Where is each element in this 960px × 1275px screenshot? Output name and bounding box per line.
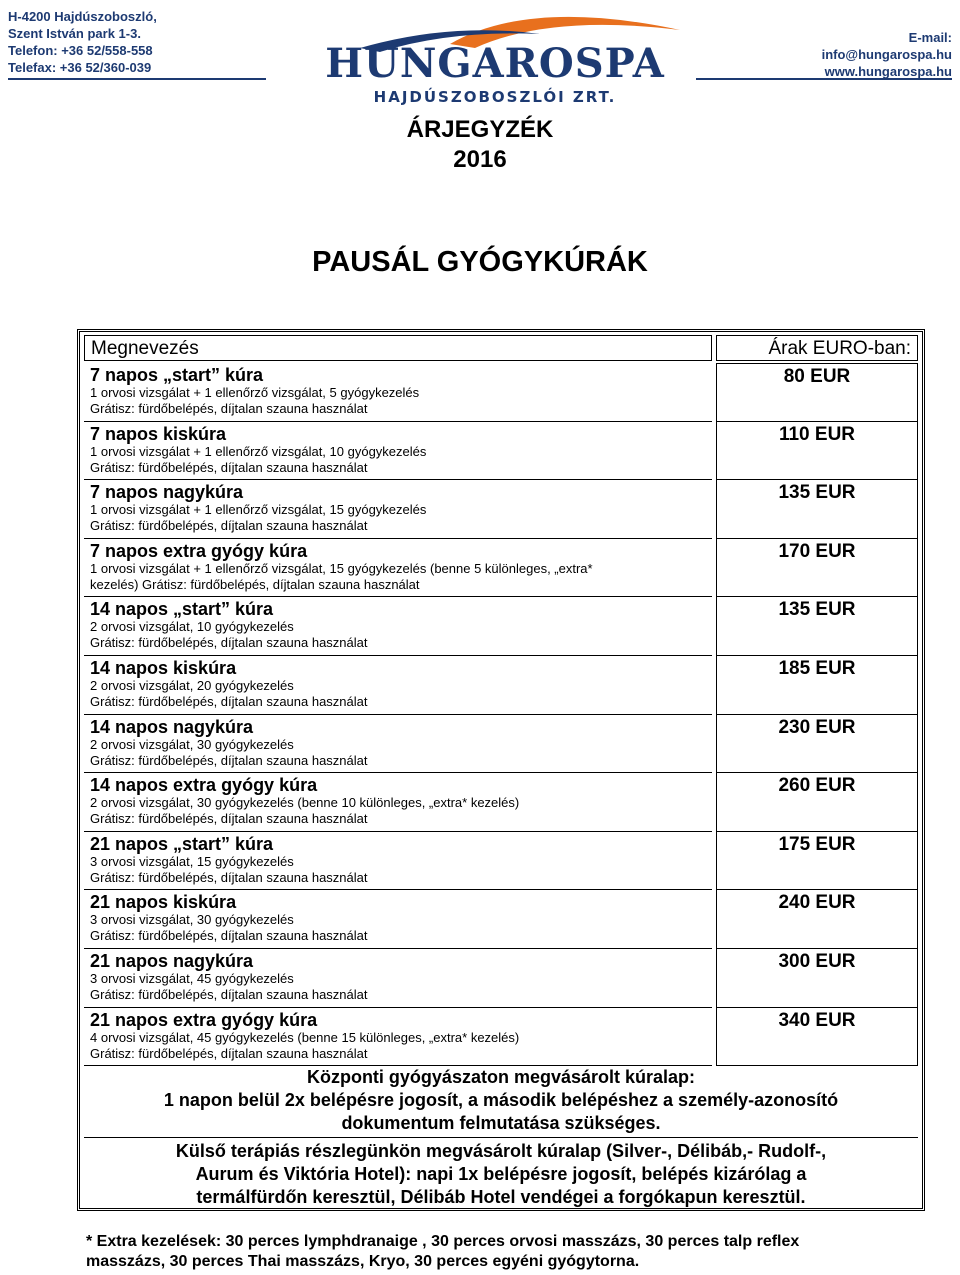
column-header-name: Megnevezés — [84, 335, 712, 361]
logo-wordmark — [300, 42, 690, 86]
treatment-extras: Grátisz: fürdőbelépés, díjtalan szauna használat — [90, 459, 368, 475]
table-row — [84, 480, 918, 539]
row-name-cell — [90, 1010, 710, 1062]
treatment-description: 1 orvosi vizsgálat + 1 ellenőrző vizsgálat, 15 gyógykezelés — [90, 502, 427, 518]
table-row — [84, 773, 918, 832]
treatment-price: 260 EUR — [716, 773, 918, 832]
row-name-cell — [90, 775, 710, 827]
row-name-cell — [90, 482, 710, 534]
row-name-cell — [90, 892, 710, 944]
treatment-price: 300 EUR — [716, 949, 918, 1008]
row-name-cell — [90, 717, 710, 769]
treatment-price: 135 EUR — [716, 480, 918, 539]
price-table — [77, 329, 925, 1211]
treatment-description: 1 orvosi vizsgálat + 1 ellenőrző vizsgálat, 10 gyógykezelés — [90, 443, 427, 459]
footnote-line: masszázs, 30 perces Thai masszázs, Kryo, 30 perces egyéni gyógytorna. — [86, 1253, 640, 1270]
table-body — [84, 363, 918, 1066]
email-label: E-mail: — [908, 30, 952, 45]
treatment-name: 21 napos „start” kúra — [90, 833, 274, 854]
treatment-description: 2 orvosi vizsgálat, 30 gyógykezelés — [90, 736, 294, 752]
footnote — [86, 1232, 936, 1272]
table-row — [84, 597, 918, 656]
note-line: Központi gyógyászaton megvásárolt kúralap: — [306, 1067, 696, 1087]
treatment-description: 2 orvosi vizsgálat, 10 gyógykezelés — [90, 619, 294, 635]
logo-subtitle: HAJDÚSZOBOSZLÓI ZRT. — [373, 88, 617, 106]
row-name-cell — [90, 599, 710, 651]
footnote-line: * Extra kezelések: 30 perces lymphdranaige , 30 perces orvosi masszázs, 30 perces talp reflex — [86, 1233, 800, 1250]
note-line: Külső terápiás részlegünkön megvásárolt kúralap (Silver-, Délibáb,- Rudolf-, — [175, 1141, 827, 1161]
treatment-name: 14 napos kiskúra — [90, 657, 237, 678]
treatment-name: 7 napos nagykúra — [90, 482, 244, 503]
treatment-extras: Grátisz: fürdőbelépés, díjtalan szauna használat — [90, 518, 368, 534]
treatment-extras: Grátisz: fürdőbelépés, díjtalan szauna használat — [90, 986, 368, 1002]
treatment-extras: Grátisz: fürdőbelépés, díjtalan szauna használat — [90, 1045, 368, 1061]
treatment-description: 4 orvosi vizsgálat, 45 gyógykezelés (benne 15 különleges, „extra* kezelés) — [90, 1029, 520, 1045]
treatment-price: 340 EUR — [716, 1008, 918, 1067]
treatment-extras: Grátisz: fürdőbelépés, díjtalan szauna használat — [90, 928, 368, 944]
treatment-name: 21 napos kiskúra — [90, 892, 237, 913]
treatment-price: 80 EUR — [716, 363, 918, 422]
treatment-name: 21 napos extra gyógy kúra — [90, 1009, 318, 1030]
treatment-description: 3 orvosi vizsgálat, 45 gyógykezelés — [90, 970, 294, 986]
treatment-description: 2 orvosi vizsgálat, 30 gyógykezelés (benne 10 különleges, „extra* kezelés) — [90, 795, 520, 811]
table-header — [84, 335, 918, 361]
row-name-cell — [90, 951, 710, 1003]
logo-name-part1: HUNGARO — [325, 40, 575, 87]
row-name-cell — [90, 541, 710, 593]
treatment-price: 110 EUR — [716, 422, 918, 481]
website-link[interactable]: www.hungarospa.hu — [824, 64, 952, 79]
table-row — [84, 715, 918, 774]
note-line: termálfürdőn keresztül, Délibáb Hotel vendégei a forgókapun keresztül. — [196, 1187, 806, 1207]
table-row — [84, 539, 918, 598]
treatment-name: 7 napos kiskúra — [90, 423, 227, 444]
treatment-extras: Grátisz: fürdőbelépés, díjtalan szauna használat — [90, 401, 368, 416]
treatment-name: 7 napos „start” kúra — [90, 365, 264, 385]
treatment-price: 175 EUR — [716, 832, 918, 891]
treatment-extras: Grátisz: fürdőbelépés, díjtalan szauna használat — [90, 811, 368, 827]
treatment-description: 3 orvosi vizsgálat, 15 gyógykezelés — [90, 853, 294, 869]
document-year: 2016 — [453, 146, 507, 173]
treatment-price: 230 EUR — [716, 715, 918, 774]
row-name-cell — [90, 658, 710, 710]
treatment-extras: Grátisz: fürdőbelépés, díjtalan szauna használat — [90, 869, 368, 885]
treatment-name: 21 napos nagykúra — [90, 950, 254, 971]
table-row — [84, 656, 918, 715]
email-link[interactable]: info@hungarospa.hu — [821, 47, 952, 62]
contact-block — [822, 29, 952, 80]
treatment-price: 170 EUR — [716, 539, 918, 598]
treatment-name: 14 napos „start” kúra — [90, 599, 274, 620]
phone-line: Telefon: +36 52/558-558 — [8, 43, 153, 58]
fax-line: Telefax: +36 52/360-039 — [8, 60, 152, 75]
treatment-extras: Grátisz: fürdőbelépés, díjtalan szauna használat — [90, 752, 368, 768]
treatment-extras: Grátisz: fürdőbelépés, díjtalan szauna használat — [90, 635, 368, 651]
treatment-price: 185 EUR — [716, 656, 918, 715]
treatment-name: 14 napos nagykúra — [90, 716, 254, 737]
table-row — [84, 949, 918, 1008]
column-header-price: Árak EURO-ban: — [716, 335, 918, 361]
address-block — [8, 8, 157, 76]
table-row — [84, 1008, 918, 1067]
hungarospa-logo — [300, 4, 690, 108]
document-title: ÁRJEGYZÉK — [406, 116, 554, 143]
treatment-description: 1 orvosi vizsgálat + 1 ellenőrző vizsgálat, 15 gyógykezelés (benne 5 különleges, „extra* — [90, 560, 593, 576]
notes-block — [84, 1066, 918, 1209]
treatment-description: 2 orvosi vizsgálat, 20 gyógykezelés — [90, 677, 294, 693]
row-name-cell — [90, 365, 710, 417]
note-line: dokumentum felmutatása szükséges. — [341, 1113, 661, 1133]
table-row — [84, 890, 918, 949]
section-title: PAUSÁL GYÓGYKÚRÁK — [312, 246, 648, 278]
row-name-cell — [90, 424, 710, 476]
treatment-extras: kezelés) Grátisz: fürdőbelépés, díjtalan szauna használat — [90, 576, 420, 592]
treatment-name: 14 napos extra gyógy kúra — [90, 775, 318, 796]
treatment-name: 7 napos extra gyógy kúra — [90, 540, 308, 561]
table-row — [84, 363, 918, 422]
note-line: 1 napon belül 2x belépésre jogosít, a második belépéshez a személy-azonosító — [163, 1090, 839, 1110]
address-line: H-4200 Hajdúszoboszló, — [8, 9, 157, 24]
treatment-price: 240 EUR — [716, 890, 918, 949]
treatment-price: 135 EUR — [716, 597, 918, 656]
note-divider — [84, 1137, 918, 1138]
treatment-extras: Grátisz: fürdőbelépés, díjtalan szauna használat — [90, 693, 368, 709]
table-row — [84, 832, 918, 891]
treatment-description: 1 orvosi vizsgálat + 1 ellenőrző vizsgálat, 5 gyógykezelés — [90, 385, 420, 400]
logo-name-part2: SPA — [574, 40, 665, 87]
note-line: Aurum és Viktória Hotel): napi 1x belépésre jogosít, belépés kizárólag a — [195, 1164, 807, 1184]
header-rule-left — [8, 78, 266, 80]
row-name-cell — [90, 834, 710, 886]
table-row — [84, 422, 918, 481]
treatment-description: 3 orvosi vizsgálat, 30 gyógykezelés — [90, 912, 294, 928]
address-line: Szent István park 1-3. — [8, 26, 141, 41]
